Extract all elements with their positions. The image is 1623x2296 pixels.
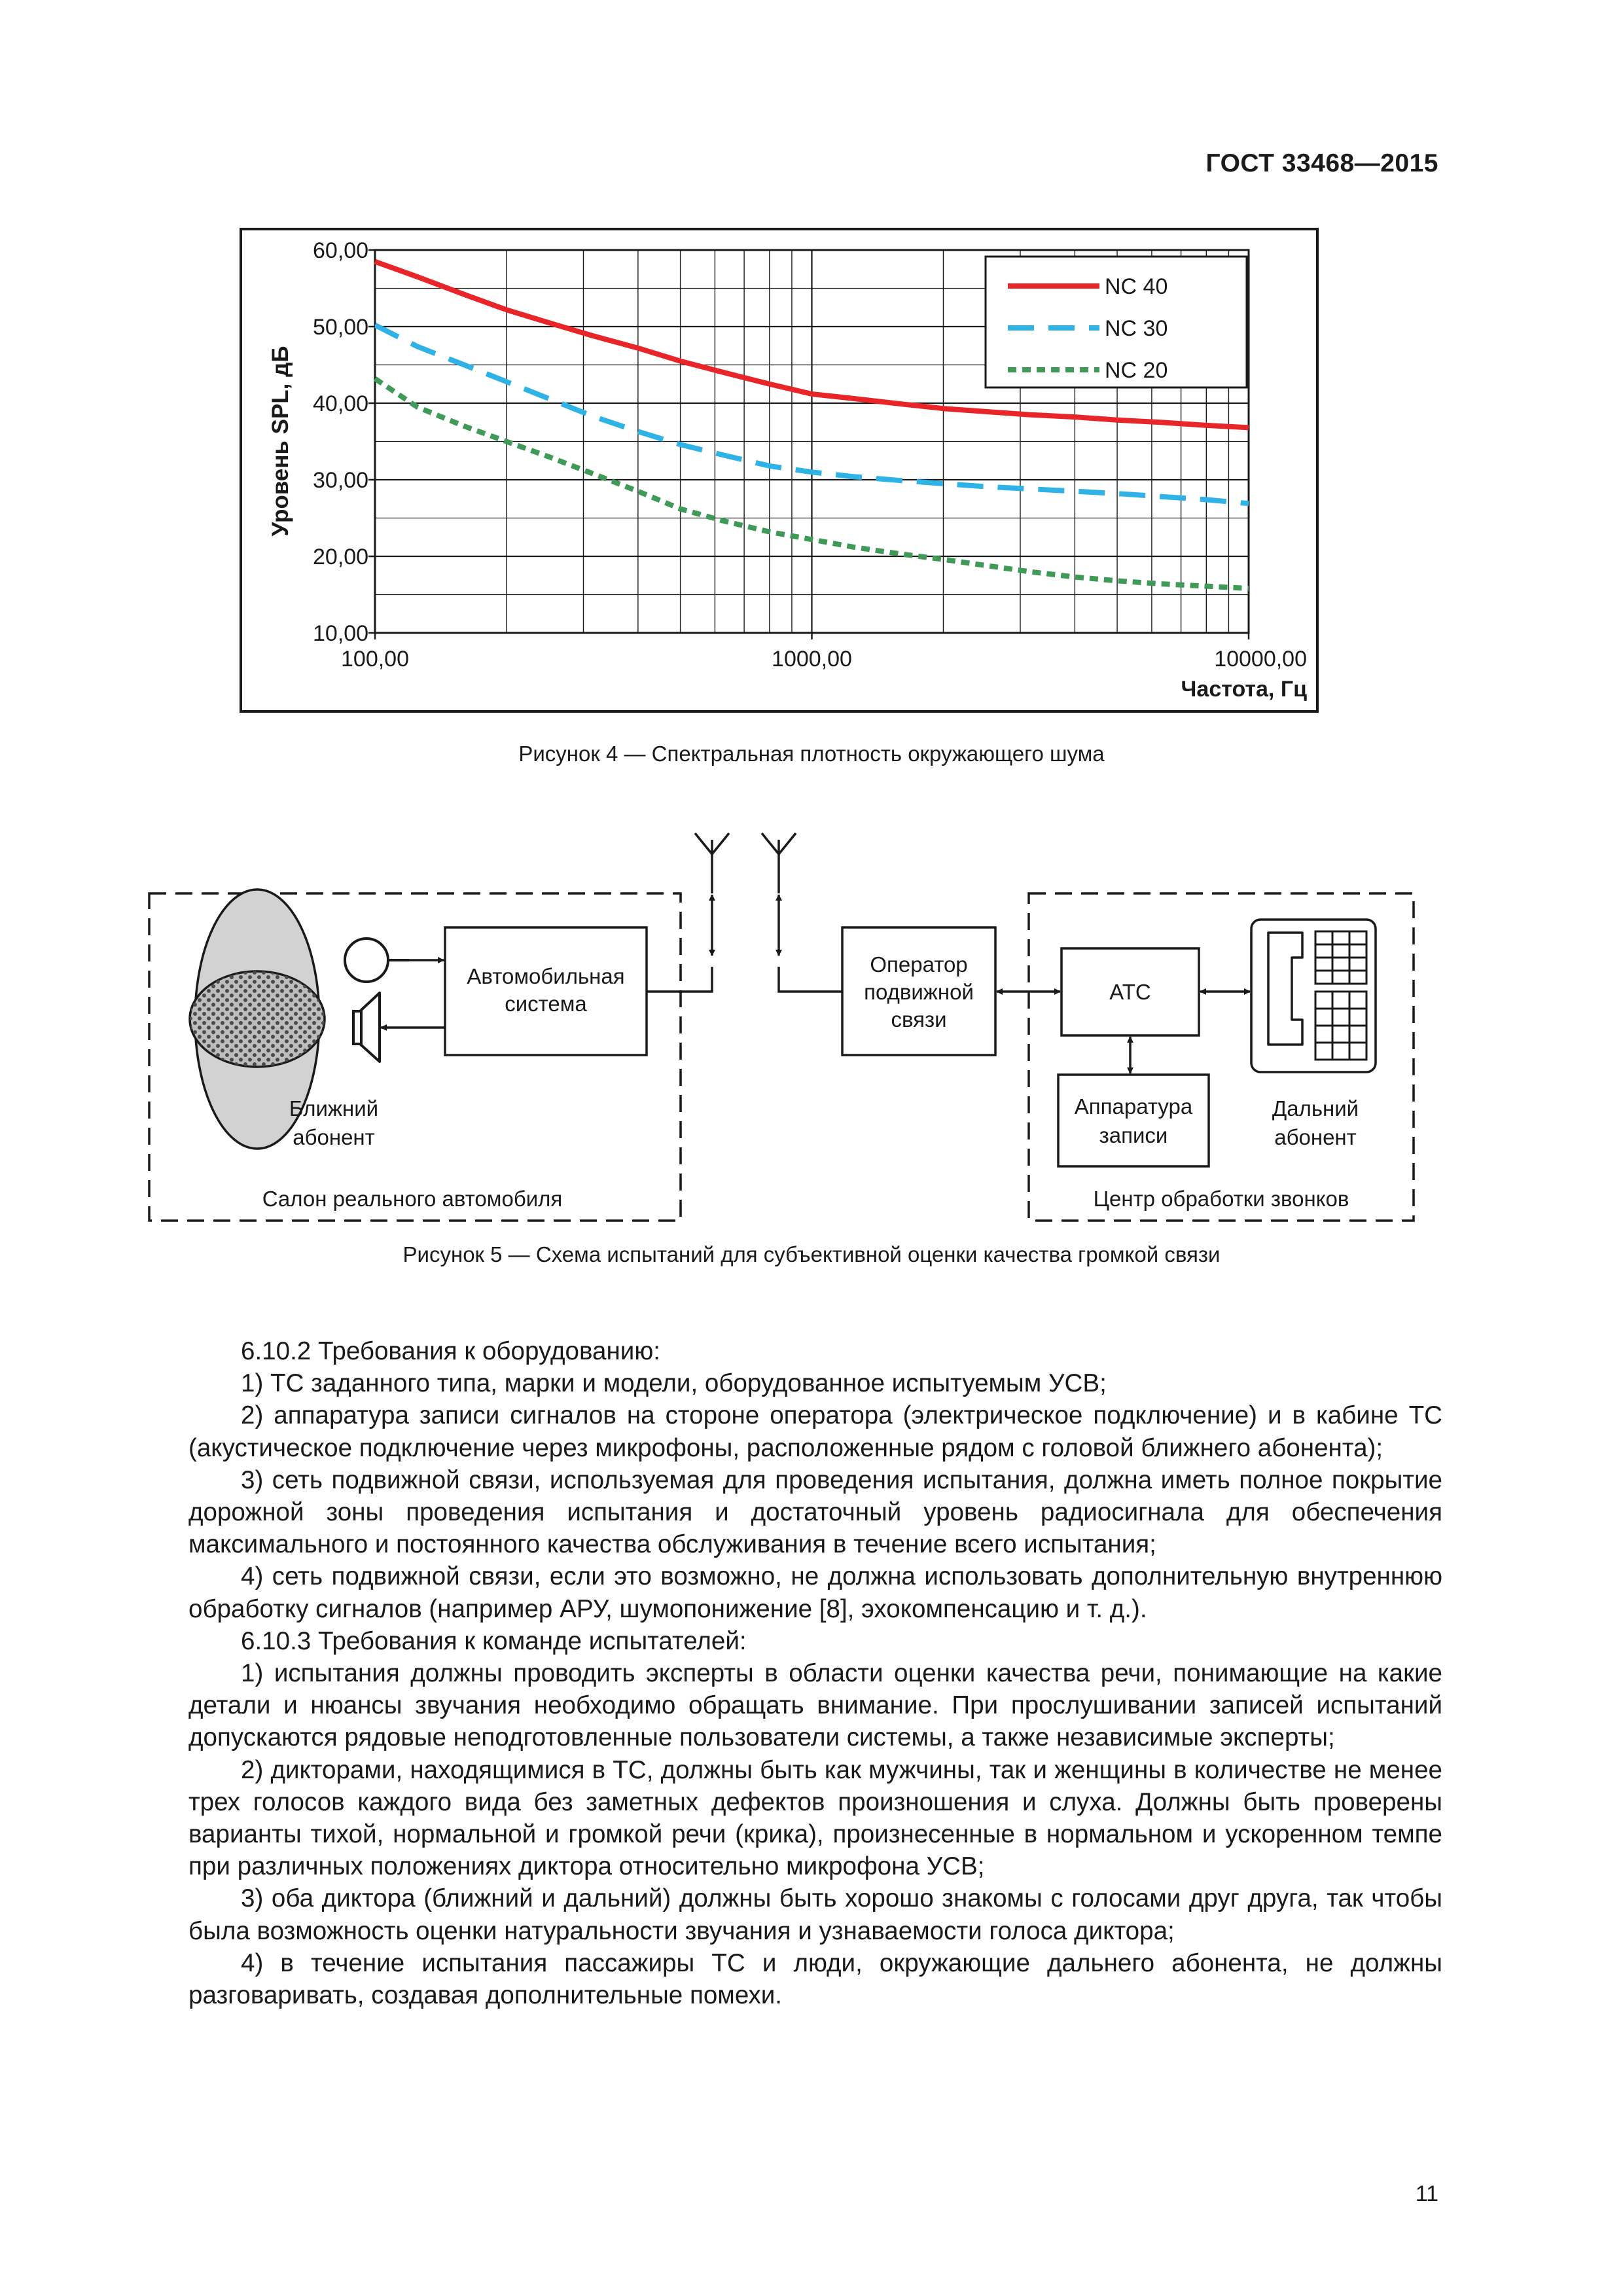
far-subscriber-label-2: абонент [1274, 1125, 1357, 1149]
system-to-antenna-line [647, 967, 712, 992]
page-number: 11 [1415, 2181, 1438, 2206]
y-tick-label: 60,00 [313, 238, 369, 263]
y-axis-title: Уровень SPL, дБ [268, 346, 293, 537]
call-center-title: Центр обработки звонков [1093, 1187, 1349, 1211]
keypad-key [1332, 992, 1349, 1009]
base-station-antenna-icon [762, 833, 796, 893]
y-tick-label: 40,00 [313, 391, 369, 416]
chart-legend [986, 257, 1247, 387]
keypad-key [1332, 931, 1349, 944]
exchange-label: АТС [1109, 980, 1151, 1004]
body-paragraph: 3) сеть подвижной связи, используемая для проведения испытания, должна иметь полное покрытие дорожной зоны проведения испытания и достаточный уровень радиосигнала для обеспечения максимального и постоянного качества обслуживания в течение всего испытания; [188, 1465, 1442, 1559]
legend-label: NC 30 [1105, 316, 1168, 341]
antenna-to-operator-line [779, 967, 842, 992]
y-tick-label: 20,00 [313, 545, 369, 569]
keypad-key [1332, 958, 1349, 971]
body-text [188, 1335, 1442, 2011]
car-antenna-icon [695, 833, 729, 893]
keypad-key [1332, 1009, 1349, 1026]
body-paragraph: 1) ТС заданного типа, марки и модели, оборудованное испытуемым УСВ; [241, 1369, 1107, 1398]
far-subscriber-label-1: Дальний [1272, 1096, 1359, 1121]
keypad-key [1349, 931, 1366, 944]
x-tick-label: 100,00 [341, 647, 409, 672]
x-tick-label: 10000,00 [1214, 647, 1307, 672]
keypad-key [1349, 992, 1366, 1009]
keypad-key [1315, 944, 1332, 958]
y-tick-label: 30,00 [313, 468, 369, 493]
body-paragraph: 4) сеть подвижной связи, если это возможно, не должна использовать дополнительную внутреннюю обработку сигналов (например АРУ, шумопонижение [8], эхокомпенсацию и т. д.). [188, 1562, 1442, 1623]
keypad-key [1315, 958, 1332, 971]
keypad-key [1349, 1043, 1366, 1060]
operator-label-2: подвижной [864, 980, 974, 1004]
recorder-label-2: записи [1099, 1123, 1168, 1147]
keypad-key [1315, 1026, 1332, 1043]
recorder-label-1: Аппаратура [1074, 1094, 1193, 1119]
standard-header: ГОСТ 33468—2015 [1205, 149, 1438, 177]
body-paragraph: 2) дикторами, находящимися в ТС, должны быть как мужчины, так и женщины в количестве не менее трех голосов каждого вида без заметных дефектов произношения и слуха. Должны быть проверены варианты тихой, нормальной и громкой речи (крика), произнесенные в нормальном и ускоренном темпе при различных положениях диктора относительно микрофона УСВ; [188, 1755, 1442, 1881]
car-cabin-title: Салон реального автомобиля [262, 1187, 563, 1211]
keypad-key [1349, 971, 1366, 984]
keypad-key [1349, 944, 1366, 958]
keypad-key [1332, 944, 1349, 958]
legend-label: NC 20 [1105, 358, 1168, 383]
car-system-label-1: Автомобильная [467, 964, 625, 988]
keypad-key [1315, 971, 1332, 984]
near-subscriber-label-1: Ближний [289, 1096, 379, 1121]
x-axis-title: Частота, Гц [1181, 677, 1307, 702]
body-paragraph: 2) аппаратура записи сигналов на стороне оператора (электрическое подключение) и в кабине ТС (акустическое подключение через микрофоны, расположенные рядом с головой ближнего абонента); [188, 1401, 1442, 1462]
keypad-key [1315, 1043, 1332, 1060]
body-paragraph: 6.10.2 Требования к оборудованию: [241, 1337, 661, 1365]
recorder-box [1058, 1075, 1209, 1166]
body-paragraph: 4) в течение испытания пассажиры ТС и люди, окружающие дальнего абонента, не должны разговаривать, создавая дополнительные помехи. [188, 1948, 1442, 2010]
near-subscriber-label-2: абонент [293, 1125, 375, 1149]
noise-spectrum-chart [236, 224, 1322, 716]
x-tick-label: 1000,00 [772, 647, 852, 672]
keypad-key [1349, 1009, 1366, 1026]
keypad-key [1349, 1026, 1366, 1043]
keypad-key [1349, 958, 1366, 971]
body-paragraph: 6.10.3 Требования к команде испытателей: [241, 1626, 747, 1655]
keypad-key [1315, 992, 1332, 1009]
test-setup-diagram [137, 828, 1446, 1234]
keypad-key [1332, 1026, 1349, 1043]
keypad-key [1315, 931, 1332, 944]
figure-4-caption: Рисунок 4 — Спектральная плотность окружающего шума [518, 742, 1105, 766]
keypad-key [1332, 971, 1349, 984]
microphone-icon [345, 939, 409, 982]
y-tick-label: 10,00 [313, 621, 369, 646]
car-system-label-2: система [505, 992, 587, 1016]
keypad-key [1315, 1009, 1332, 1026]
operator-label-3: связи [891, 1007, 947, 1031]
loudspeaker-icon [353, 993, 380, 1062]
body-paragraph: 3) оба диктора (ближний и дальний) должны быть хорошо знакомы с голосами друг друга, так чтобы была возможность оценки натуральности звучания и узнаваемости голоса диктора; [188, 1884, 1442, 1945]
keypad-key [1332, 1043, 1349, 1060]
y-tick-label: 50,00 [313, 315, 369, 340]
body-paragraph: 1) испытания должны проводить эксперты в области оценки качества речи, понимающие на какие детали и нюансы звучания необходимо обращать внимание. При прослушивании записей испытаний допускаются рядовые неподготовленные пользователи системы, а также независимые эксперты; [188, 1659, 1442, 1752]
operator-label-1: Оператор [870, 952, 968, 977]
desk-phone-icon [1251, 920, 1376, 1072]
figure-5-caption: Рисунок 5 — Схема испытаний для субъективной оценки качества громкой связи [402, 1242, 1221, 1266]
legend-label: NC 40 [1105, 274, 1168, 299]
